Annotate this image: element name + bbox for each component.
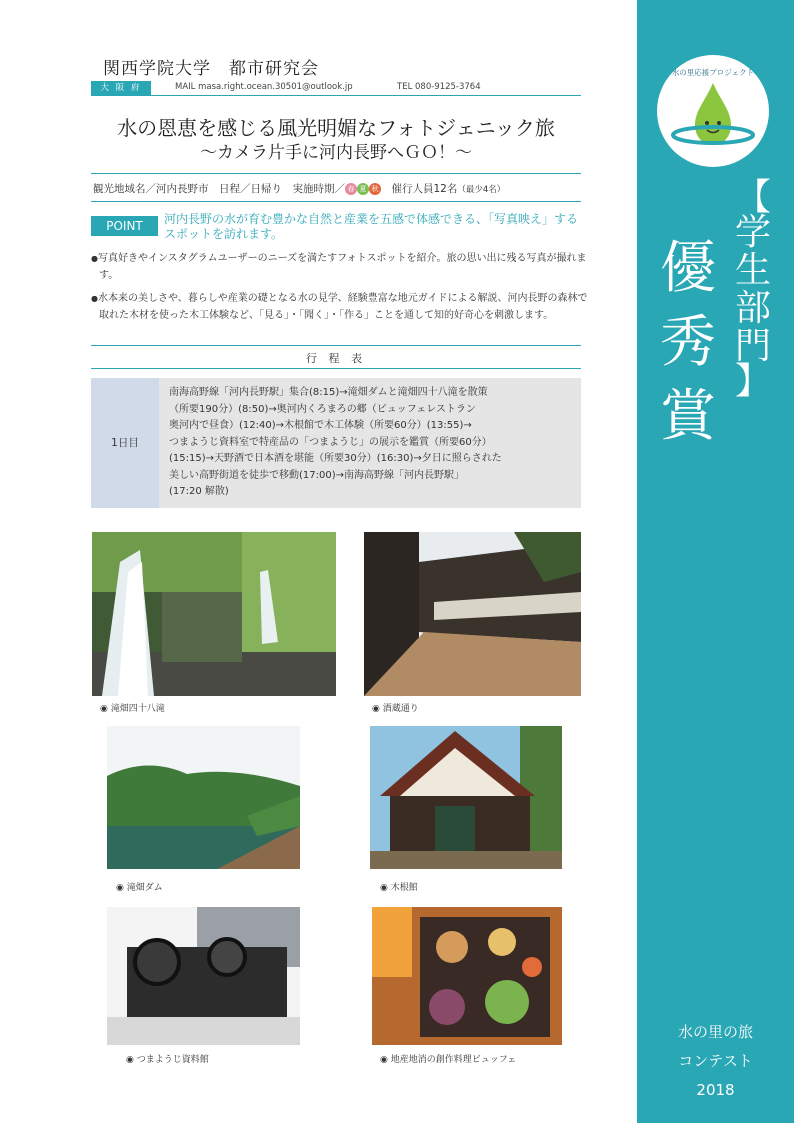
- photo-caption: ◉ 酒蔵通り: [372, 704, 419, 714]
- schedule-itinerary: [169, 385, 579, 501]
- award-category: [733, 177, 773, 402]
- divider: [91, 201, 581, 202]
- season-summer-badge: 夏: [357, 183, 369, 195]
- season-spring-badge: 春: [345, 183, 357, 195]
- photo-buffet: [372, 907, 562, 1045]
- tour-people-min: （最少4名）: [457, 185, 506, 195]
- award-category-char: 部: [734, 288, 771, 329]
- award-char: 秀: [660, 310, 716, 375]
- itinerary-line: つまようじ資料室で特産品の「つまようじ」の展示を鑑賞（所要60分）: [169, 436, 492, 448]
- contact-bar: [91, 81, 581, 96]
- page-title: 水の恩恵を感じる風光明媚なフォトジェニック旅: [117, 116, 555, 140]
- contest-line: コンテスト: [678, 1052, 753, 1070]
- tour-info: [93, 181, 505, 196]
- award-bracket-close: 】: [734, 361, 771, 402]
- award-category-char: 生: [734, 250, 771, 291]
- point-badge: POINT: [91, 216, 158, 236]
- photo-caption: ◉ 滝畑ダム: [116, 883, 163, 893]
- photo-toothpick-museum: [107, 907, 300, 1045]
- contest-name: [637, 1018, 794, 1105]
- award-char: 賞: [660, 384, 716, 449]
- tour-area-schedule: 観光地域名／河内長野市 日程／日帰り 実施時期／: [93, 183, 345, 195]
- page-subtitle: ～カメラ片手に河内長野へＧＯ！～: [200, 143, 472, 163]
- award-bracket-open: 【: [734, 177, 771, 218]
- award-title: [655, 232, 721, 454]
- photo-caption: ◉ 木根館: [380, 883, 418, 893]
- organization-name: 関西学院大学 都市研究会: [103, 59, 319, 79]
- award-sidebar: [637, 0, 794, 1123]
- itinerary-line: 美しい高野街道を徒歩で移動(17:00)→南海高野線「河内長野駅」: [169, 469, 464, 481]
- itinerary-line: (15:15)→天野酒で日本酒を堪能（所要30分）(16:30)→夕日に照らされた: [169, 453, 502, 464]
- photo-sake-street: [364, 532, 581, 696]
- bullet-item: ● 写真好きやインスタグラムユーザーのニーズを満たすフォトスポットを紹介。旅の思い出に残る写真が撮れます。: [91, 250, 591, 284]
- point-text: 河内長野の水が育む豊かな自然と産業を五感で体感できる、「写真映え」するスポットを訪れます。: [164, 212, 579, 241]
- photo-caption: ◉ つまようじ資料館: [126, 1055, 209, 1065]
- itinerary-line: (17:20 解散): [169, 486, 229, 497]
- project-logo: [657, 55, 769, 167]
- schedule-title: 行 程 表: [306, 352, 366, 365]
- divider: [91, 173, 581, 174]
- prefecture-badge: 大 阪 府: [91, 81, 151, 95]
- contact-email: MAIL masa.right.ocean.30501@outlook.jp: [175, 82, 353, 92]
- photo-caption: ◉ 滝畑四十八滝: [100, 704, 165, 714]
- itinerary-line: 奥河内で昼食）(12:40)→木根館で木工体験（所要60分）(13:55)→: [169, 420, 472, 431]
- contact-phone: TEL 080-9125-3764: [397, 82, 481, 92]
- divider: [91, 368, 581, 369]
- logo-label: 水の里応援プロジェクト: [671, 68, 755, 77]
- award-category-char: 学: [734, 212, 771, 253]
- award-char: 優: [660, 236, 716, 301]
- season-autumn-badge: 秋: [369, 183, 381, 195]
- tour-people: 催行人員12名: [381, 183, 458, 195]
- award-category-char: 門: [734, 326, 771, 367]
- schedule-table: [91, 378, 581, 508]
- contest-line: 水の里の旅: [677, 1023, 753, 1041]
- contest-year: 2018: [696, 1081, 735, 1099]
- divider: [91, 345, 581, 346]
- schedule-day-label: 1日目: [91, 378, 159, 508]
- photo-kinekan: [370, 726, 562, 869]
- bullet-item: ● 水本来の美しさや、暮らしや産業の礎となる水の見学、経験豊富な地元ガイドによる解説、河内長野の森林で取れた木材を使った木工体験など、「見る」・「聞く」・「作る」ことを通して知的好奇心を刺激します。: [91, 290, 591, 324]
- photo-caption: ◉ 地産地消の創作料理ビュッフェ: [380, 1055, 517, 1065]
- itinerary-line: 南海高野線「河内長野駅」集合(8:15)→滝畑ダムと滝畑四十八滝を散策: [169, 387, 488, 398]
- itinerary-line: （所要190分）(8:50)→奥河内くろまろの郷（ビュッフェレストラン: [169, 403, 476, 415]
- photo-dam: [107, 726, 300, 869]
- photo-waterfall: [92, 532, 336, 696]
